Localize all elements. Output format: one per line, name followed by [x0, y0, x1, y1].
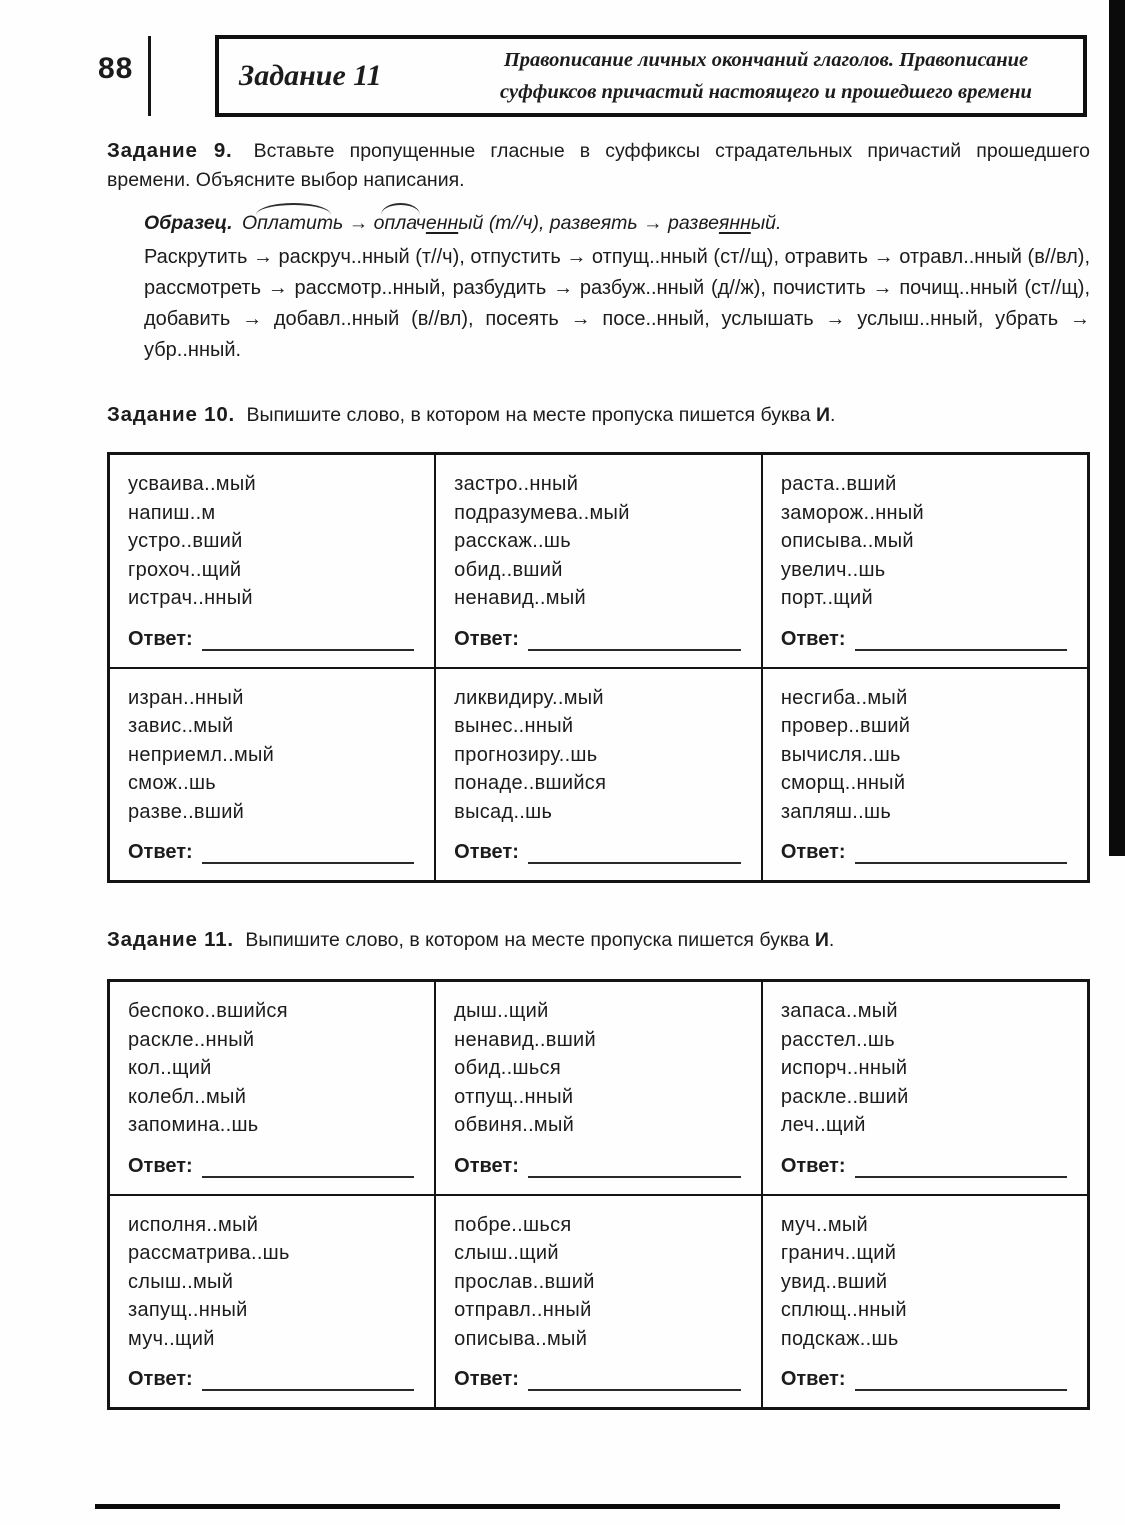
table-cell	[109, 1195, 436, 1409]
word-item: устро..вший	[128, 530, 243, 552]
word-item: сплющ..нный	[780, 1299, 907, 1321]
answer-row	[781, 841, 1071, 864]
answer-label: Ответ:	[454, 841, 519, 863]
word-item: колебл..мый	[128, 1085, 247, 1108]
word-item: запущ..нный	[128, 1299, 248, 1321]
sample-result-suffix: енн	[425, 212, 459, 234]
word-item: напиш..м	[128, 501, 216, 524]
table-cell	[762, 668, 1089, 882]
word-item: прогнозиру..шь	[454, 743, 598, 766]
table-cell	[435, 1195, 762, 1409]
word-item: увелич..шь	[780, 558, 886, 581]
word-item: изран..нный	[128, 686, 244, 709]
task11-period: .	[828, 929, 835, 951]
sample-result-word-2	[668, 212, 781, 234]
table-cell	[435, 454, 762, 668]
word-item: запляш..шь	[780, 800, 892, 823]
page-number-divider	[148, 36, 151, 116]
sample-middle-text: (т//ч), развеять	[488, 212, 638, 234]
task9-sample	[144, 208, 1090, 238]
answer-row	[454, 1368, 745, 1391]
word-item: слыш..щий	[454, 1242, 559, 1264]
sample-label: Образец.	[144, 212, 233, 234]
task10-period: .	[829, 404, 836, 426]
word-item: описыва..мый	[780, 530, 914, 552]
word-item: увид..вший	[780, 1270, 888, 1293]
word-item: раскле..вший	[780, 1085, 909, 1108]
answer-label: Ответ:	[128, 627, 193, 650]
word-item: сморщ..нный	[780, 772, 906, 794]
word-item: отправл..нный	[454, 1299, 592, 1321]
word-item: понаде..вшийся	[454, 772, 607, 794]
header-title	[457, 44, 1083, 108]
word-item: провер..вший	[780, 715, 911, 737]
sample-result-stem: оплач	[374, 208, 426, 238]
word-item: разве..вший	[128, 800, 245, 823]
word-item: истрач..нный	[128, 587, 253, 609]
word-item: раста..вший	[780, 473, 897, 495]
word-item: дыш..щий	[454, 1000, 549, 1022]
answer-row	[454, 628, 745, 651]
page-number: 88	[98, 52, 134, 85]
answer-blank-line	[202, 841, 414, 864]
answer-label: Ответ:	[780, 841, 846, 863]
table-cell	[762, 1195, 1089, 1409]
task10-table	[107, 452, 1090, 883]
task10-instruction: Выпишите слово, в котором на месте пропуска пишется буква	[246, 404, 811, 426]
word-item: обид..вший	[454, 558, 563, 581]
word-item: неприемл..мый	[128, 743, 275, 766]
table-cell	[435, 668, 762, 882]
main-content	[107, 136, 1090, 1410]
answer-row	[781, 1368, 1071, 1391]
sample-source-word: Оплатить	[242, 208, 343, 238]
answer-row	[128, 841, 418, 864]
word-item: слыш..мый	[128, 1270, 234, 1293]
word-item: кол..щий	[128, 1057, 212, 1079]
scan-artifact-right-bar	[1109, 0, 1125, 856]
table-row	[109, 1195, 1089, 1409]
task10-letter: И	[815, 404, 830, 426]
arrow-icon: →	[643, 212, 663, 234]
task11-table	[107, 979, 1090, 1410]
task11-instruction: Выпишите слово, в котором на месте пропуска пишется буква	[245, 929, 810, 951]
sample-result-suffix-2: янн	[718, 212, 751, 234]
scan-artifact-bottom-line	[95, 1504, 1060, 1509]
header-title-line2: суффиксов причастий настоящего и прошедшего времени	[500, 81, 1032, 103]
word-item: заморож..нный	[780, 501, 925, 524]
word-item: исполня..мый	[128, 1213, 259, 1236]
word-item: описыва..мый	[454, 1327, 588, 1350]
word-item: несгиба..мый	[780, 686, 908, 709]
task9-heading	[107, 136, 1090, 195]
word-item: грохоч..щий	[128, 558, 242, 581]
answer-blank-line	[528, 628, 741, 651]
answer-row	[781, 628, 1071, 651]
answer-label: Ответ:	[780, 627, 846, 650]
chapter-header-box	[215, 35, 1087, 117]
answer-blank-line	[202, 1155, 414, 1178]
task9-body: Раскрутить → раскруч..нный (т//ч), отпустить → отпущ..нный (ст//щ), отравить → отравл..нный (в//вл), рассмотреть → рассмотр..нный, разбудить → разбуж..нный (д//ж), почистить → почищ..нный (ст//щ), добавить → добавл..нный (в//вл), посеять → посе..нный, услышать → услыш..нный, убрать → убр..нный.	[144, 246, 1090, 361]
word-item: подразумева..мый	[454, 501, 630, 524]
word-item: расскаж..шь	[454, 530, 571, 552]
word-item: гранич..щий	[780, 1242, 897, 1264]
word-item: вычисля..шь	[780, 743, 901, 766]
answer-label: Ответ:	[128, 1154, 193, 1177]
task9-instruction: Вставьте пропущенные гласные в суффиксы страдательных причастий прошедшего времени. Объясните выбор написания.	[107, 140, 1090, 191]
word-item: запаса..мый	[780, 1000, 898, 1022]
sample-result-word	[374, 212, 484, 234]
answer-label: Ответ:	[128, 841, 193, 863]
word-item: испорч..нный	[780, 1057, 908, 1079]
answer-label: Ответ:	[128, 1368, 193, 1390]
header-title-line1: Правописание личных окончаний глаголов. Правописание	[503, 49, 1029, 71]
table-row	[109, 981, 1089, 1195]
answer-row	[781, 1155, 1071, 1178]
word-item: отпущ..нный	[454, 1085, 574, 1108]
answer-blank-line	[202, 1368, 414, 1391]
word-item: раскле..нный	[128, 1028, 255, 1051]
table-cell	[762, 981, 1089, 1195]
word-item: застро..нный	[454, 473, 579, 495]
table-row	[109, 454, 1089, 668]
answer-blank-line	[855, 628, 1067, 651]
task10-heading	[107, 400, 1090, 430]
word-item: порт..щий	[780, 587, 874, 609]
word-item: завис..мый	[128, 715, 234, 737]
sample-result-ending-2: ый.	[750, 212, 782, 234]
task11-heading	[107, 925, 1090, 955]
answer-row	[454, 1155, 745, 1178]
word-item: беспоко..вшийся	[128, 1000, 288, 1022]
word-item: муч..щий	[128, 1327, 215, 1350]
answer-blank-line	[528, 1368, 741, 1391]
table-cell	[435, 981, 762, 1195]
task10-label: Задание 10.	[107, 403, 236, 426]
word-item: обид..шься	[454, 1057, 561, 1079]
answer-row	[454, 841, 745, 864]
word-item: леч..щий	[780, 1114, 866, 1136]
task9-label: Задание 9.	[107, 139, 233, 162]
sample-result-ending: ый	[458, 212, 484, 234]
word-item: смож..шь	[128, 772, 217, 794]
answer-row	[128, 628, 418, 651]
answer-label: Ответ:	[454, 627, 519, 650]
word-item: ненавид..мый	[454, 587, 586, 609]
answer-blank-line	[855, 1155, 1067, 1178]
word-item: подскаж..шь	[780, 1327, 899, 1350]
answer-row	[128, 1368, 418, 1391]
answer-label: Ответ:	[454, 1368, 519, 1390]
task11-label: Задание 11.	[107, 928, 234, 951]
answer-label: Ответ:	[780, 1368, 846, 1390]
word-item: расстел..шь	[780, 1028, 896, 1051]
table-row	[109, 668, 1089, 882]
word-item: вынес..нный	[454, 715, 574, 737]
word-item: ликвидиру..мый	[454, 686, 604, 709]
answer-blank-line	[528, 1155, 741, 1178]
task11-letter: И	[814, 929, 829, 951]
answer-label: Ответ:	[454, 1154, 519, 1177]
answer-blank-line	[855, 841, 1067, 864]
answer-blank-line	[202, 628, 414, 651]
word-item: обвиня..мый	[454, 1114, 575, 1136]
table-cell	[762, 454, 1089, 668]
answer-blank-line	[855, 1368, 1067, 1391]
word-item: муч..мый	[780, 1213, 869, 1236]
answer-row	[128, 1155, 418, 1178]
table-cell	[109, 454, 436, 668]
answer-blank-line	[528, 841, 741, 864]
word-item: прослав..вший	[454, 1270, 595, 1293]
word-item: ненавид..вший	[454, 1028, 596, 1051]
table-cell	[109, 981, 436, 1195]
sample-result-stem-2: разве	[668, 212, 719, 234]
answer-label: Ответ:	[780, 1154, 846, 1177]
arrow-icon: →	[348, 212, 369, 234]
word-item: высад..шь	[454, 800, 553, 823]
table-cell	[109, 668, 436, 882]
word-item: побре..шься	[454, 1213, 572, 1236]
header-task-label: Задание 11	[239, 59, 382, 92]
word-item: рассматрива..шь	[128, 1242, 290, 1264]
word-item: усваива..мый	[128, 473, 257, 495]
word-item: запомина..шь	[128, 1114, 259, 1136]
